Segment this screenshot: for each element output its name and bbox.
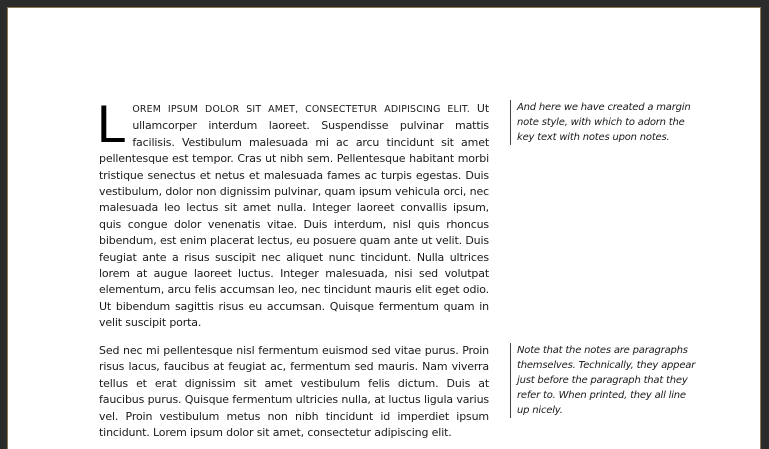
margin-note-2: Note that the notes are paragraphs themselves. Technically, they appear just before the paragraph that they refer to. When printed, they all line up nicely. [510,343,699,418]
paragraph-1-body: Ut ullamcorper interdum laoreet. Suspendisse pulvinar mattis facilisis. Vestibulum malesuada mi ac arcu tincidunt sit amet pellentesque est tempor. Cras ut nibh sem. Pellentesque habitant morbi tristique senectus et netus et malesuada fames ac turpis egestas. Duis vestibulum, dolor non dignissim pulvinar, quam ipsum vehicula orci, nec malesuada leo lectus sit amet nulla. Integer laoreet convallis ipsum, quis congue dolor venenatis vitae. Duis interdum, nisl quis rhoncus bibendum, est enim placerat lectus, eu posuere quam ante ut velit. Duis feugiat ante a risus suscipit nec aliquet nunc tincidunt. Nulla ultrices lorem at augue laoreet luctus. Integer malesuada, nisi sed volutpat elementum, arcu felis accumsan leo, nec tincidunt mauris elit eget odio. Ut bibendum sagittis risus eu accumsan. Quisque fermentum quam in velit suscipit porta. [99,102,489,330]
drop-cap: L [97,95,127,154]
margin-note-1: And here we have created a margin note style, with which to adorn the key text with notes upon notes. [510,100,699,145]
opening-smallcaps: OREM IPSUM DOLOR SIT AMET, CONSECTETUR ADIPISCING ELIT. [132,104,470,115]
document-page [8,8,760,449]
body-paragraph-1 [97,95,489,332]
paragraph-2-body: Sed nec mi pellentesque nisl fermentum euismod sed vitae purus. Proin risus lacus, faucibus at feugiat ac, fermentum sed mauris. Nam viverra tellus et erat dignissim sit amet vestibulum felis dictum. Duis at faucibus purus. Quisque fermentum ultricies nulla, at luctus ligula varius vel. Proin vestibulum metus non nibh tincidunt id imperdiet ipsum tincidunt. Lorem ipsum dolor sit amet, consectetur adipiscing elit. [99,344,489,440]
body-paragraph-2 [99,343,489,441]
